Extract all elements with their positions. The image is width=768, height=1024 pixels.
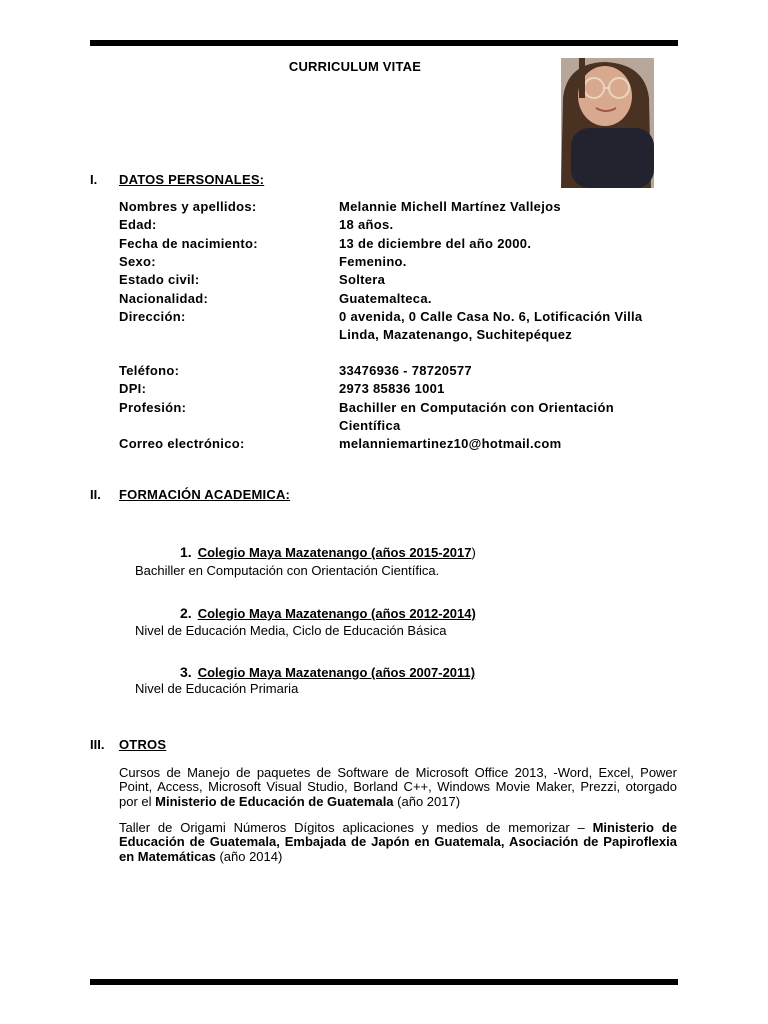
section-number-others: III. (90, 737, 105, 752)
document-title: CURRICULUM VITAE (288, 59, 422, 74)
education-entry-title (180, 664, 475, 680)
field-value: Bachiller en Computación con Orientación Científica (339, 400, 614, 433)
section-number-personal: I. (90, 172, 98, 187)
top-rule (90, 40, 678, 46)
bottom-rule (90, 979, 678, 985)
field-value: Melannie Michell Martínez Vallejos (339, 199, 561, 214)
education-number: 2. (180, 605, 192, 621)
field-value: 0 avenida, 0 Calle Casa No. 6, Lotificación Villa Linda, Mazatenango, Suchitepéquez (339, 309, 643, 342)
field-value: melanniemartinez10@hotmail.com (339, 436, 562, 451)
others-paragraph (119, 821, 677, 864)
field-label: Nombres y apellidos: (119, 199, 257, 214)
field-label: Profesión: (119, 400, 187, 415)
paragraph-bold-text: Ministerio de Educación de Guatemala, Embajada de Japón en Guatemala, Asociación de Papiroflexia en Matemáticas (119, 820, 677, 864)
education-entry-title (180, 544, 476, 560)
education-school: Colegio Maya Mazatenango (años 2007-2011) (197, 665, 476, 680)
education-detail: Nivel de Educación Media, Ciclo de Educación Básica (135, 623, 447, 638)
others-paragraph (119, 766, 677, 809)
paragraph-bold-text: Ministerio de Educación de Guatemala (155, 793, 394, 809)
education-number: 3. (180, 664, 192, 680)
field-value: 18 años. (339, 217, 394, 232)
paragraph-text: (año 2017) (393, 793, 461, 809)
field-value: Femenino. (339, 254, 407, 269)
field-label: Sexo: (119, 254, 156, 269)
section-title-personal: DATOS PERSONALES: (119, 172, 265, 187)
field-value: 33476936 - 78720577 (339, 363, 472, 378)
education-school: Colegio Maya Mazatenango (años 2015-2017 (197, 545, 472, 560)
field-value: Soltera (339, 272, 386, 287)
paragraph-text: Taller de Origami Números Dígitos aplicaciones y medios de memorizar – (119, 820, 593, 835)
paragraph-text: Cursos de Manejo de paquetes de Software de Microsoft Office 2013, -Word, Excel, Power Point, Access, Microsoft Visual Studio, Borland C++, Windows Movie Maker, Prezzi, otorgado por el (119, 765, 677, 809)
section-number-academic: II. (90, 487, 101, 502)
field-label: Nacionalidad: (119, 291, 209, 306)
education-detail: Nivel de Educación Primaria (135, 681, 299, 696)
field-value: 2973 85836 1001 (339, 381, 445, 396)
field-value: 13 de diciembre del año 2000. (339, 236, 532, 251)
paragraph-text: (año 2014) (215, 848, 283, 864)
field-label: Teléfono: (119, 363, 180, 378)
field-label: Estado civil: (119, 272, 200, 287)
field-label: Correo electrónico: (119, 436, 245, 451)
field-label: DPI: (119, 381, 147, 396)
section-title-others: OTROS (119, 737, 167, 752)
education-school: Colegio Maya Mazatenango (años 2012-2014) (197, 606, 476, 621)
section-title-academic: FORMACIÓN ACADEMICA: (119, 487, 291, 502)
education-paren: ) (471, 545, 476, 560)
profile-photo (561, 58, 654, 188)
field-value: Guatemalteca. (339, 291, 432, 306)
field-label: Edad: (119, 217, 157, 232)
education-entry-title (180, 605, 476, 621)
education-number: 1. (180, 544, 192, 560)
field-label: Dirección: (119, 309, 186, 324)
education-detail: Bachiller en Computación con Orientación Científica. (135, 563, 440, 578)
field-label: Fecha de nacimiento: (119, 236, 258, 251)
